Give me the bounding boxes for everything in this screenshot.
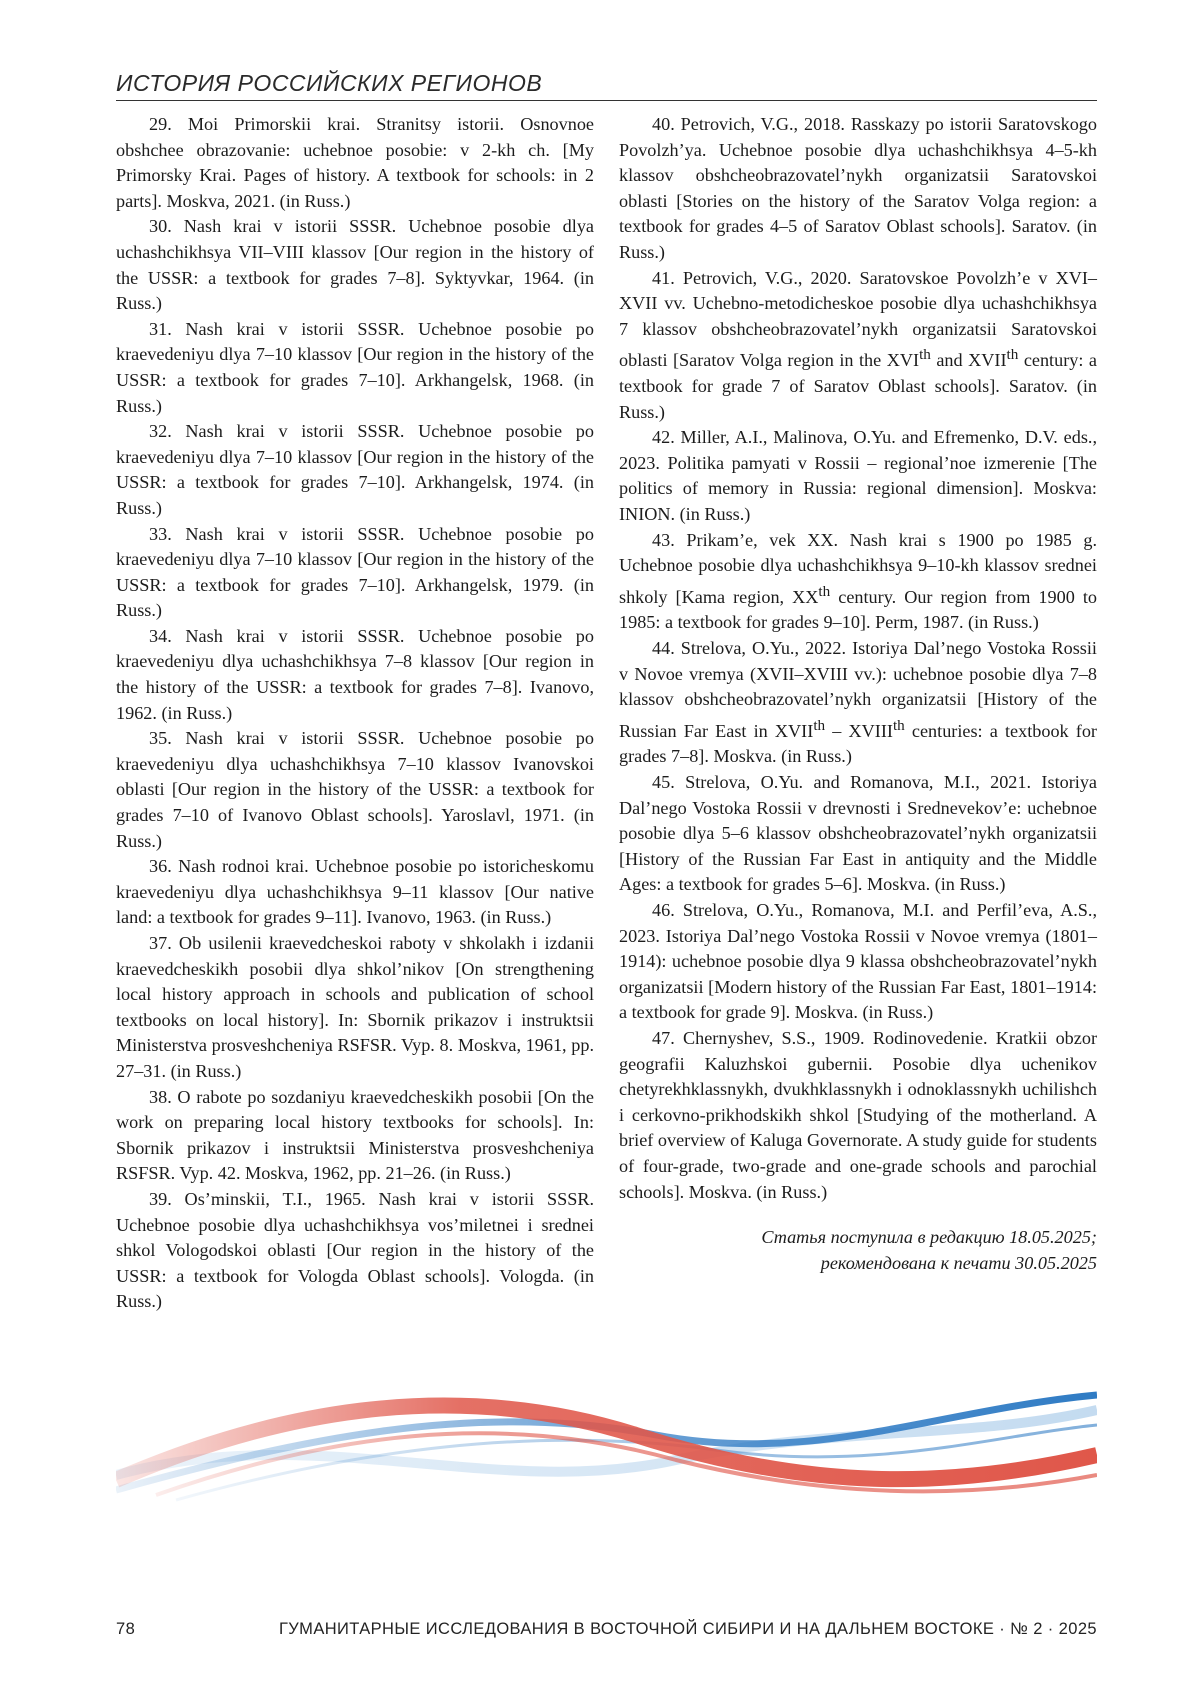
references-right-column xyxy=(619,112,1097,1276)
article-received-note xyxy=(619,1225,1097,1276)
reference-text: – XVIII xyxy=(825,720,893,741)
received-date: Статья поступила в редакцию 18.05.2025; xyxy=(761,1227,1097,1248)
reference-text: 41. Petrovich, V.G., 2020. Saratovskoe Povolzh’e v XVI–XVII vv. Uchebno-metodicheskoe posobie dlya uchashchikhsya 7 klassov obshcheobrazovatel’nykh organizatsii Saratovskoi oblasti [Saratov Volga region in the XVI xyxy=(619,267,1097,371)
reference-item xyxy=(619,266,1097,426)
superscript: th xyxy=(1006,346,1019,364)
reference-text: centuries: a textbook for grades 7–8]. Moskva. (in Russ.) xyxy=(619,720,1097,767)
reference-item: 39. Os’minskii, T.I., 1965. Nash krai v istorii SSSR. Uchebnoe posobie dlya uchashchikhsya vos’miletnei i srednei shkol Vologodskoi oblasti [Our region in the history of the USSR: a textbook for Vologda Oblast schools]. Vologda. (in Russ.) xyxy=(116,1188,594,1312)
reference-text: century. Our region from 1900 to 1985: a textbook for grades 9–10]. Perm, 1987. (in Russ.) xyxy=(619,586,1097,633)
reference-text: century: a textbook for grade 7 of Saratov Oblast schools]. Saratov. (in Russ.) xyxy=(619,350,1097,422)
reference-item xyxy=(619,528,1097,636)
reference-item: 30. Nash krai v istorii SSSR. Uchebnoe posobie dlya uchashchikhsya VII–VIII klassov [Our region in the history of the USSR: a textbook for grades 7–8]. Syktyvkar, 1964. (in Russ.) xyxy=(116,216,594,314)
reference-text: 44. Strelova, O.Yu., 2022. Istoriya Dal’nego Vostoka Rossii v Novoe vremya (XVII–XVIII vv.): uchebnoe posobie dlya 7–8 klassov obshcheobrazovatel’nykh organizatsii [History of the Russian Far East in XVII xyxy=(619,638,1097,741)
reference-text: and XVII xyxy=(930,350,1007,371)
superscript: th xyxy=(919,346,931,364)
reference-item: 35. Nash krai v istorii SSSR. Uchebnoe posobie po kraevedeniyu dlya uchashchikhsya 7–10 klassov Ivanovskoi oblasti [Our region in the history of the USSR: a textbook for grades 7–10 of Ivanovo Oblast schools]. Yaroslavl, 1971. (in Russ.) xyxy=(116,728,594,851)
reference-item: 45. Strelova, O.Yu. and Romanova, M.I., 2021. Istoriya Dal’nego Vostoka Rossii v drevnosti i Srednevekov’e: uchebnoe posobie dlya 5–6 klassov obshcheobrazovatel’nykh organizatsii [History of the Russian Far East in antiquity and the Middle Ages: a textbook for grades 5–6]. Moskva. (in Russ.) xyxy=(619,772,1097,895)
reference-item: 38. O rabote po sozdaniyu kraevedcheskikh posobii [On the work on preparing local history textbooks for schools]. In: Sbornik prikazov i instruktsii Ministerstva prosveshcheniya RSFSR. Vyp. 42. Moskva, 1962, pp. 21–26. (in Russ.) xyxy=(116,1086,594,1184)
reference-item xyxy=(619,636,1097,770)
reference-item: 42. Miller, A.I., Malinova, O.Yu. and Efremenko, D.V. eds., 2023. Politika pamyati v Rossii – regional’noe izmerenie [The politics of memory in Russia: regional dimension]. Moskva: INION. (in Russ.) xyxy=(619,427,1097,524)
recommended-date: рекомендована к печати 30.05.2025 xyxy=(820,1252,1097,1273)
reference-item: 37. Ob usilenii kraevedcheskoi raboty v shkolakh i izdanii kraevedcheskikh posobii dlya shkol’nikov [On strengthening local history approach in schools and publication of school textbooks on local history]. In: Sbornik prikazov i instruktsii Ministerstva prosveshcheniya RSFSR. Vyp. 8. Moskva, 1961, pp. 27–31. (in Russ.) xyxy=(116,933,594,1081)
reference-item: 40. Petrovich, V.G., 2018. Rasskazy po istorii Saratovskogo Povolzh’ya. Uchebnoe posobie dlya uchashchikhsya 4–5-kh klassov obshcheobrazovatel’nykh organizatsii Saratovskoi oblasti [Stories on the history of the Saratov Volga region: a textbook for grades 4–5 of Saratov Oblast schools]. Saratov. (in Russ.) xyxy=(619,114,1097,262)
superscript: th xyxy=(818,582,831,600)
reference-item: 47. Chernyshev, S.S., 1909. Rodinovedenie. Kratkii obzor geografii Kaluzhskoi gubernii. Posobie dlya uchenikov chetyrekhklassnykh, dvukhklassnykh i odnoklassnykh uchilishch i cerkovno-prikhodskikh shkol [Studying of the motherland. A brief overview of Kaluga Governorate. A study guide for students of four-grade, two-grade and one-grade schools and parochial schools]. Moskva. (in Russ.) xyxy=(619,1027,1097,1202)
journal-title: ГУМАНИТАРНЫЕ ИССЛЕДОВАНИЯ В ВОСТОЧНОЙ СИБИРИ И НА ДАЛЬНЕМ ВОСТОКЕ · № 2 · 2025 xyxy=(278,1620,1097,1638)
superscript: th xyxy=(813,716,826,734)
reference-item: 29. Moi Primorskii krai. Stranitsy istorii. Osnovnoe obshchee obrazovanie: uchebnoe posobie: v 2-kh ch. [My Primorsky Krai. Pages of history. A textbook for schools: in 2 parts]. Moskva, 2021. (in Russ.) xyxy=(116,114,594,211)
reference-text: 43. Prikam’e, vek XX. Nash krai s 1900 po 1985 g. Uchebnoe posobie dlya uchashchikhsya 9–10-kh klassov srednei shkoly [Kama region, XX xyxy=(619,529,1097,607)
reference-item: 32. Nash krai v istorii SSSR. Uchebnoe posobie po kraevedeniyu dlya 7–10 klassov [Our region in the history of the USSR: a textbook for grades 7–10]. Arkhangelsk, 1974. (in Russ.) xyxy=(116,421,594,518)
reference-item: 36. Nash rodnoi krai. Uchebnoe posobie po istoricheskomu kraevedeniyu dlya uchashchikhsya 9–11 klassov [Our native land: a textbook for grades 9–11]. Ivanovo, 1963. (in Russ.) xyxy=(116,856,594,928)
references-left-column xyxy=(116,112,594,1315)
reference-item: 31. Nash krai v istorii SSSR. Uchebnoe posobie po kraevedeniyu dlya 7–10 klassov [Our region in the history of the USSR: a textbook for grades 7–10]. Arkhangelsk, 1968. (in Russ.) xyxy=(116,318,594,416)
running-head: ИСТОРИЯ РОССИЙСКИХ РЕГИОНОВ xyxy=(116,70,1097,101)
reference-item: 33. Nash krai v istorii SSSR. Uchebnoe posobie po kraevedeniyu dlya 7–10 klassov [Our region in the history of the USSR: a textbook for grades 7–10]. Arkhangelsk, 1979. (in Russ.) xyxy=(116,523,594,621)
superscript: th xyxy=(892,716,905,734)
decorative-wave xyxy=(116,1380,1097,1520)
reference-item: 46. Strelova, O.Yu., Romanova, M.I. and Perfil’eva, A.S., 2023. Istoriya Dal’nego Vostoka Rossii v Novoe vremya (1801–1914): uchebnoe posobie dlya 9 klassa obshcheobrazovatel’nykh organizatsii [Modern history of the Russian Far East, 1801–1914: a textbook for grade 9]. Moskva. (in Russ.) xyxy=(619,900,1097,1023)
page-number: 78 xyxy=(116,1620,136,1638)
reference-item: 34. Nash krai v istorii SSSR. Uchebnoe posobie po kraevedeniyu dlya uchashchikhsya 7–8 klassov [Our region in the history of the USSR: a textbook for grades 7–8]. Ivanovo, 1962. (in Russ.) xyxy=(116,625,594,723)
